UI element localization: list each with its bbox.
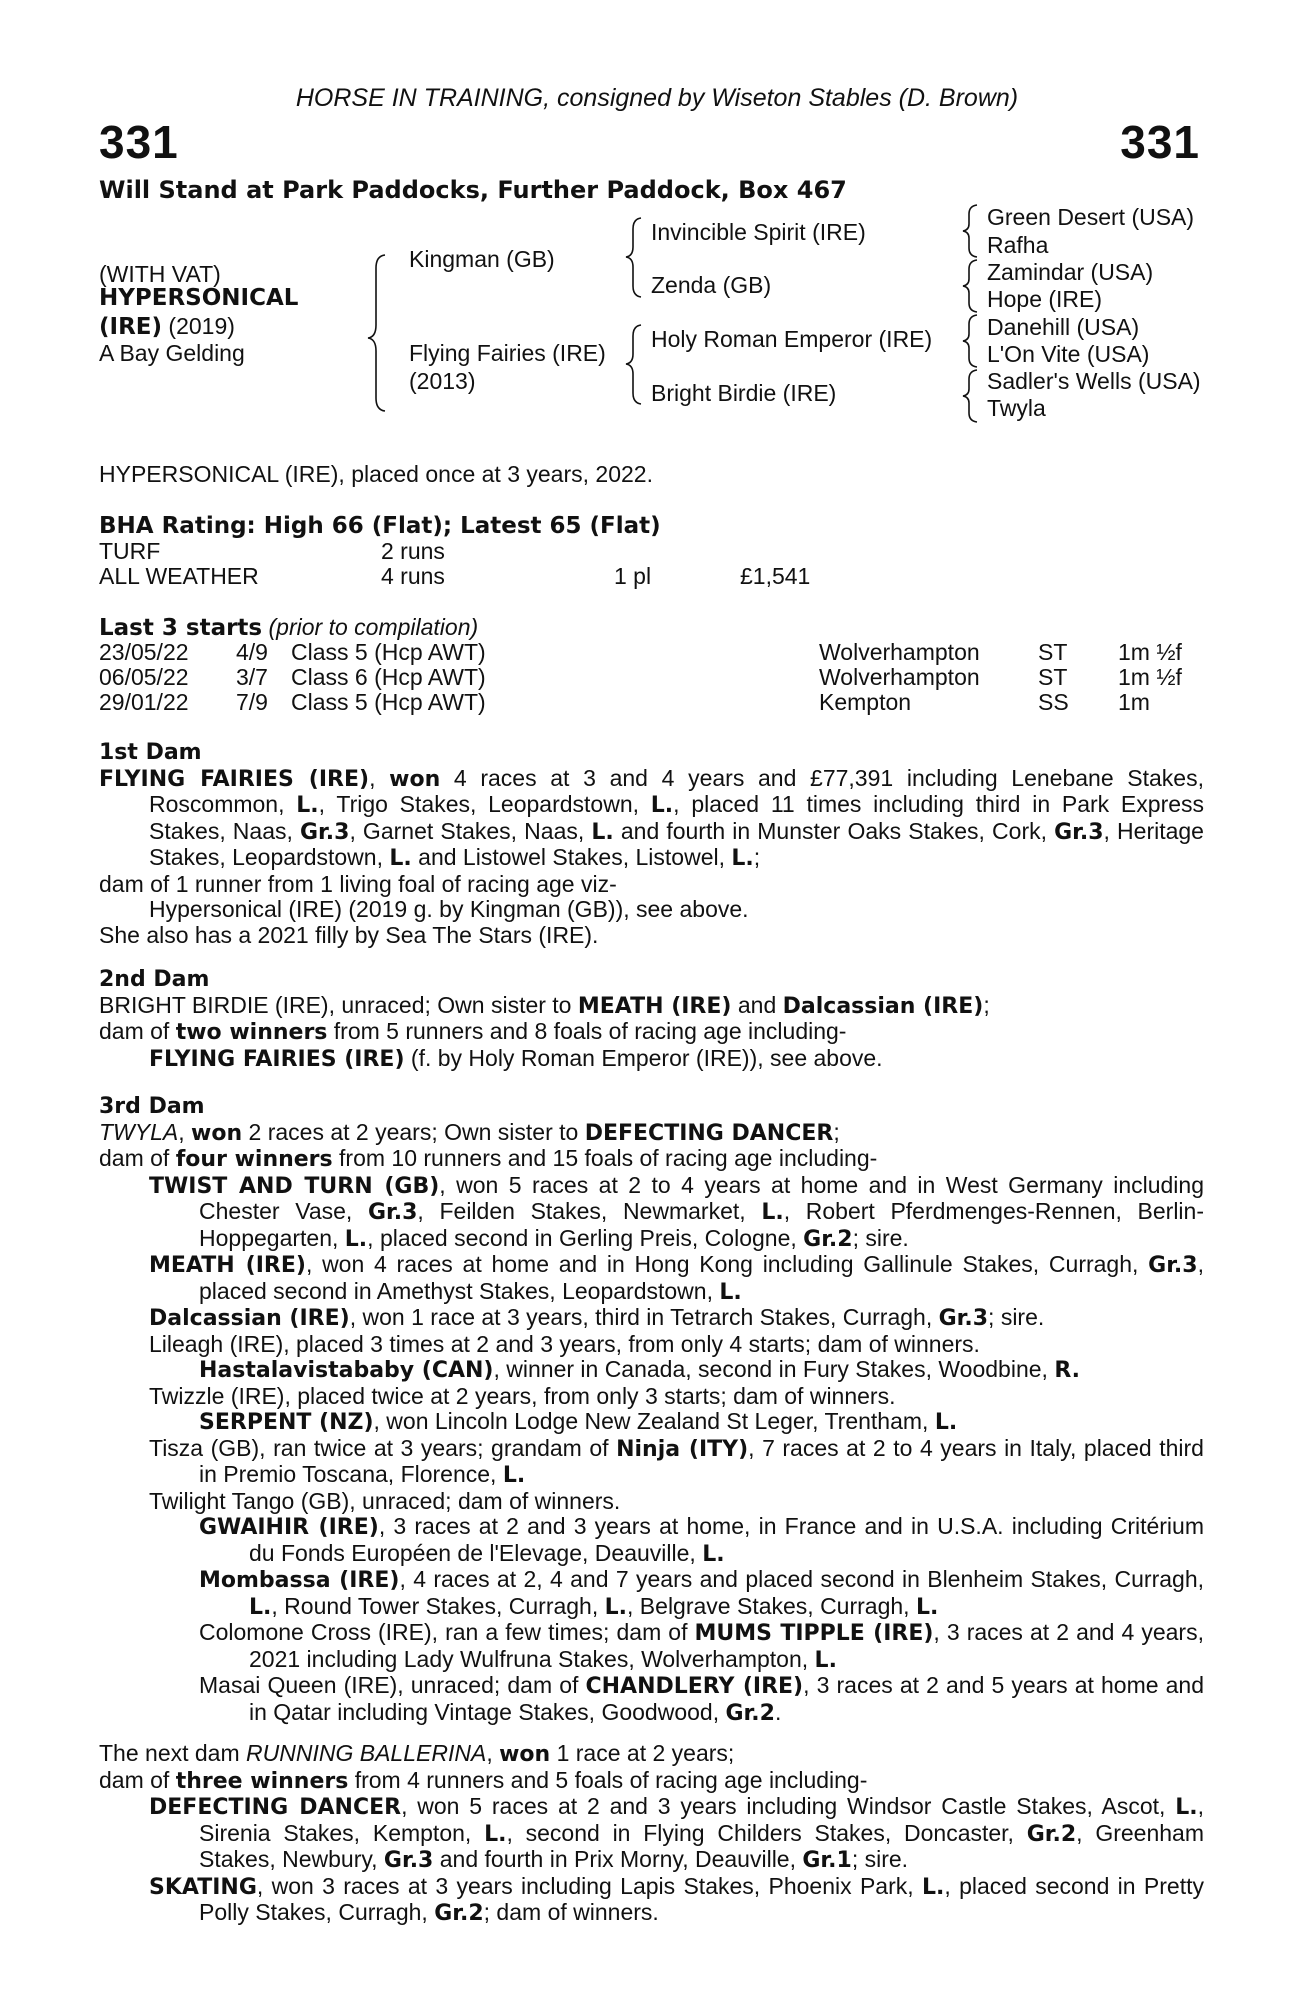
record-text: , 3 races at 2 and 5 years at home and in Qatar including Vintage Stakes, Goodwood,	[249, 1672, 1205, 1725]
record-text: (f. by Holy Roman Emperor (IRE)), see above.	[404, 1044, 883, 1071]
record-text: and fourth in Prix Morny, Deauville,	[433, 1846, 803, 1872]
start-date: 29/01/22	[99, 689, 189, 715]
pedigree-dam-year: (2013)	[409, 368, 476, 394]
produce-name: Mombassa (IRE)	[199, 1568, 400, 1593]
third-dam-section	[99, 1094, 1204, 1726]
start-going: ST	[1038, 639, 1068, 665]
pedigree-g5: Danehill (USA)	[987, 314, 1140, 340]
record-text: , placed 11 times including third in Park Express Stakes, Naas,	[149, 791, 1205, 844]
first-dam-produce-count: dam of 1 runner from 1 living foal of racing age viz-	[99, 870, 617, 897]
listed-mark: L.	[915, 1594, 939, 1620]
record-text: , 4 races at 2, 4 and 7 years and placed second in Blenheim Stakes, Curragh,	[399, 1566, 1204, 1592]
first-dam-produce: Hypersonical (IRE) (2019 g. by Kingman (GB)), see above.	[149, 896, 749, 922]
record-text: ; sire.	[852, 1224, 909, 1251]
pedigree-g2: Rafha	[987, 232, 1049, 258]
won-keyword: won	[191, 1120, 243, 1146]
record-text: and	[731, 991, 783, 1018]
record-text: BRIGHT BIRDIE (IRE), unraced; Own sister to	[99, 991, 578, 1018]
group-mark: Gr.3	[1054, 819, 1104, 845]
second-dam-record	[99, 993, 1204, 1020]
record-text: , won 3 races at 3 years including Lapis Stakes, Phoenix Park,	[256, 1872, 922, 1899]
record-text: , won Lincoln Lodge New Zealand St Leger, Trentham,	[373, 1408, 935, 1434]
grandproduce-entry	[99, 1567, 1204, 1620]
record-text: The next dam	[99, 1740, 247, 1766]
last-starts-heading	[99, 614, 478, 641]
listed-mark: L.	[389, 846, 412, 871]
listed-mark: L.	[702, 1541, 725, 1567]
start-class: Class 5 (Hcp AWT)	[291, 689, 486, 715]
horse-description: A Bay Gelding	[99, 340, 245, 366]
record-text: , winner in Canada, second in Fury Stakes, Woodbine,	[493, 1356, 1055, 1382]
winners-count: three winners	[175, 1768, 349, 1794]
pedigree-g7: Sadler's Wells (USA)	[987, 368, 1201, 394]
record-text: from 10 runners and 15 foals of racing age including-	[332, 1145, 878, 1171]
grandproduce-entry	[99, 1673, 1204, 1726]
record-text: 2 races at 2 years; Own sister to	[242, 1118, 585, 1145]
record-text: , Robert Pferdmenges-Rennen, Berlin-Hoppegarten,	[199, 1198, 1204, 1251]
lot-number-left: 331	[99, 116, 179, 168]
produce-name: DEFECTING DANCER	[149, 1795, 402, 1820]
record-text: from 4 runners and 5 foals of racing age including-	[348, 1766, 868, 1793]
winners-count: two winners	[175, 1020, 328, 1045]
record-text: and Listowel Stakes, Listowel,	[411, 844, 732, 870]
record-text: , Garnet Stakes, Naas,	[349, 817, 592, 844]
group-mark: Gr.2	[1026, 1821, 1077, 1847]
aw-placed: 1 pl	[614, 563, 652, 589]
record-text: , Belgrave Stakes, Curragh,	[627, 1592, 916, 1619]
produce-name: GWAIHIR (IRE)	[199, 1515, 379, 1540]
won-keyword: won	[499, 1742, 551, 1767]
listed-mark: L.	[344, 1226, 368, 1252]
group-mark: Gr.2	[434, 1901, 484, 1926]
start-date: 06/05/22	[99, 664, 189, 690]
produce-name: TWIST AND TURN (GB)	[149, 1173, 440, 1199]
listed-mark: L.	[731, 846, 754, 871]
stand-location: Will Stand at Park Paddocks, Further Paddock, Box 467	[99, 176, 847, 204]
pedigree-dam: Flying Fairies (IRE)	[409, 340, 606, 366]
pedigree-sire: Kingman (GB)	[409, 246, 555, 272]
produce-name: MEATH (IRE)	[149, 1253, 306, 1278]
produce-name: SKATING	[149, 1874, 257, 1900]
start-distance: 1m ½f	[1118, 639, 1182, 665]
start-position: 7/9	[236, 689, 268, 715]
first-dam-name: FLYING FAIRIES (IRE)	[99, 766, 370, 792]
produce-name: Ninja (ITY)	[616, 1436, 749, 1462]
record-text: , Greenham Stakes, Newbury,	[199, 1819, 1204, 1872]
produce-entry: Lileagh (IRE), placed 3 times at 2 and 3 years, from only 4 starts; dam of winners.	[149, 1330, 980, 1357]
record-text: Colomone Cross (IRE), ran a few times; dam of	[199, 1619, 695, 1645]
group-mark: Gr.2	[803, 1226, 853, 1252]
first-dam-section	[99, 740, 1204, 948]
produce-name: CHANDLERY (IRE)	[585, 1674, 804, 1699]
record-text: , 3 races at 2 and 3 years at home, in France and in U.S.A. including Critérium du Fonds Européen de l'Elevage, Deauville,	[249, 1513, 1204, 1566]
next-dam-produce-count	[99, 1768, 1204, 1795]
bha-rating: BHA Rating: High 66 (Flat); Latest 65 (Flat)	[99, 513, 661, 539]
produce-entry: Twizzle (IRE), placed twice at 2 years, from only 3 starts; dam of winners.	[149, 1382, 896, 1409]
restricted-mark: R.	[1054, 1358, 1081, 1383]
record-text: .	[774, 1698, 782, 1725]
produce-name: Dalcassian (IRE)	[149, 1306, 350, 1331]
listed-mark: L.	[934, 1410, 958, 1435]
record-text: and fourth in Munster Oaks Stakes, Cork,	[613, 817, 1055, 844]
start-going: SS	[1038, 689, 1069, 715]
record-text: ;	[983, 991, 990, 1018]
produce-entry	[99, 1173, 1204, 1253]
next-dam-name: RUNNING BALLERINA	[246, 1740, 487, 1766]
pedigree-g6: L'On Vite (USA)	[987, 341, 1150, 367]
record-text: , 3 races at 2 and 4 years, 2021 including Lady Wulfruna Stakes, Wolverhampton,	[249, 1619, 1204, 1672]
second-dam-heading: 2nd Dam	[99, 967, 210, 992]
produce-entry	[99, 1794, 1204, 1874]
next-dam-record	[99, 1741, 1204, 1768]
career-summary: HYPERSONICAL (IRE), placed once at 3 years, 2022.	[99, 461, 653, 487]
group-mark: Gr.3	[367, 1200, 418, 1225]
record-text: dam of	[99, 1018, 176, 1044]
winners-count: four winners	[175, 1147, 333, 1172]
record-text: from 5 runners and 8 foals of racing age including-	[327, 1018, 847, 1044]
sibling-name: DEFECTING DANCER	[584, 1120, 834, 1146]
lot-number-right: 331	[1120, 116, 1200, 168]
pedigree-g4: Hope (IRE)	[987, 286, 1103, 312]
record-text: , won 5 races at 2 to 4 years at home and in West Germany including Chester Vase,	[199, 1171, 1204, 1224]
grandproduce-entry	[99, 1620, 1204, 1673]
produce-entry	[99, 1436, 1204, 1489]
turf-runs: 2 runs	[381, 538, 445, 564]
grandproduce-entry	[99, 1357, 1204, 1384]
record-text: Masai Queen (IRE), unraced; dam of	[199, 1672, 586, 1698]
horse-name: HYPERSONICAL	[99, 285, 299, 311]
listed-mark: L.	[591, 819, 614, 845]
horse-country: (IRE)	[99, 314, 163, 340]
record-text: , Sirenia Stakes, Kempton,	[199, 1793, 1204, 1846]
record-text: dam of	[99, 1145, 176, 1171]
group-mark: Gr.3	[938, 1306, 989, 1331]
listed-mark: L.	[502, 1463, 526, 1488]
pedigree-dam-sire: Holy Roman Emperor (IRE)	[651, 326, 933, 352]
sibling-name: MEATH (IRE)	[577, 993, 732, 1019]
listed-mark: L.	[296, 793, 319, 818]
produce-entry	[99, 1252, 1204, 1305]
first-dam-yearling: She also has a 2021 filly by Sea The Stars (IRE).	[99, 921, 599, 948]
start-class: Class 6 (Hcp AWT)	[291, 664, 486, 690]
record-text: 4 races at 3 and 4 years and £77,391 including Lenebane Stakes, Roscommon,	[149, 764, 1204, 817]
record-text: ;	[753, 844, 761, 870]
record-text: , second in Flying Childers Stakes, Doncaster,	[506, 1819, 1027, 1846]
record-text: , won 5 races at 2 and 3 years including Windsor Castle Stakes, Ascot,	[401, 1793, 1176, 1819]
record-text: 1 race at 2 years;	[550, 1740, 735, 1766]
second-dam-section	[99, 967, 1204, 1072]
listed-mark: L.	[1175, 1795, 1198, 1820]
produce-name: MUMS TIPPLE (IRE)	[694, 1621, 934, 1646]
group-mark: Gr.3	[1148, 1253, 1198, 1278]
pedigree-g8: Twyla	[987, 395, 1046, 421]
listed-mark: L.	[604, 1594, 628, 1620]
start-going: ST	[1038, 664, 1068, 690]
start-date: 23/05/22	[99, 639, 189, 665]
record-text: Tisza (GB), ran twice at 3 years; grandam of	[149, 1434, 617, 1461]
listed-mark: L.	[249, 1594, 272, 1620]
produce-entry: Twilight Tango (GB), unraced; dam of winners.	[149, 1487, 621, 1514]
last-starts-note: (prior to compilation)	[262, 614, 479, 640]
grandproduce-entry	[99, 1514, 1204, 1567]
first-dam-record: FLYING FAIRIES (IRE), won 4 races at 3 and 4 years and £77,391 including Lenebane Stakes, Roscommon, L., Trigo Stakes, Leopardstown, L., placed 11 times including third in Park Express Stakes, Naas, Gr.3, Garnet Stakes, Naas, L. and fourth in Munster Oaks Stakes, Cork, Gr.3, Heritage Stakes, Leopardstown, L. and Listowel Stakes, Listowel, L.;	[99, 764, 1205, 871]
third-dam-produce-count	[99, 1146, 1204, 1173]
record-text: , Heritage Stakes, Leopardstown,	[149, 817, 1204, 870]
start-course: Kempton	[819, 689, 912, 715]
record-text: , won 1 race at 3 years, third in Tetrarch Stakes, Curragh,	[349, 1304, 939, 1330]
start-class: Class 5 (Hcp AWT)	[291, 639, 486, 665]
record-text: , Round Tower Stakes, Curragh,	[271, 1592, 605, 1619]
group-mark: Gr.3	[383, 1848, 434, 1873]
record-text: , placed second in Pretty Polly Stakes, Curragh,	[199, 1872, 1204, 1925]
start-distance: 1m	[1118, 689, 1150, 715]
record-text: , placed second in Amethyst Stakes, Leopardstown,	[199, 1251, 1204, 1304]
listed-mark: L.	[814, 1647, 837, 1673]
listed-mark: L.	[484, 1821, 507, 1847]
record-text: ;	[833, 1118, 840, 1145]
pedigree-dam-dam: Bright Birdie (IRE)	[651, 380, 837, 406]
start-position: 4/9	[236, 639, 268, 665]
second-dam-produce	[99, 1046, 1204, 1073]
group-mark: Gr.2	[725, 1700, 775, 1726]
aw-label: ALL WEATHER	[99, 563, 259, 589]
last-starts-title: Last 3 starts	[99, 615, 263, 641]
turf-label: TURF	[99, 538, 161, 564]
record-text: ; dam of winners.	[483, 1899, 659, 1925]
produce-name: SERPENT (NZ)	[199, 1410, 374, 1435]
record-text: ,	[178, 1118, 192, 1145]
produce-entry	[99, 1874, 1204, 1927]
listed-mark: L.	[921, 1874, 945, 1900]
grandproduce-entry	[99, 1409, 1204, 1436]
pedigree-g1: Green Desert (USA)	[987, 204, 1195, 230]
produce-name: FLYING FAIRIES (IRE)	[149, 1046, 405, 1072]
produce-entry	[99, 1305, 1204, 1332]
pedigree-g3: Zamindar (USA)	[987, 259, 1154, 285]
consignment-header: HORSE IN TRAINING, consigned by Wiseton Stables (D. Brown)	[295, 84, 1019, 112]
aw-prize: £1,541	[740, 563, 811, 589]
record-text: , won 4 races at home and in Hong Kong including Gallinule Stakes, Curragh,	[305, 1251, 1149, 1277]
record-text: , Trigo Stakes, Leopardstown,	[318, 791, 651, 817]
record-text: , Feilden Stakes, Newmarket,	[417, 1198, 762, 1224]
record-text: ; sire.	[851, 1846, 909, 1872]
pedigree-sire-sire: Invincible Spirit (IRE)	[651, 219, 866, 245]
first-dam-heading: 1st Dam	[99, 740, 202, 765]
listed-mark: L.	[719, 1279, 742, 1305]
listed-mark: L.	[761, 1200, 784, 1225]
record-text: dam of	[99, 1766, 176, 1793]
listed-mark: L.	[650, 793, 674, 818]
sibling-name: Dalcassian (IRE)	[782, 993, 984, 1019]
produce-name: Hastalavistababy (CAN)	[199, 1358, 494, 1383]
second-dam-produce-count	[99, 1019, 1204, 1046]
third-dam-heading: 3rd Dam	[99, 1094, 205, 1119]
start-course: Wolverhampton	[819, 664, 980, 690]
third-dam-record	[99, 1120, 1204, 1147]
start-position: 3/7	[236, 664, 268, 690]
record-text: ,	[486, 1740, 500, 1766]
pedigree-sire-dam: Zenda (GB)	[651, 272, 772, 298]
start-course: Wolverhampton	[819, 639, 980, 665]
won-keyword: won	[389, 766, 441, 792]
third-dam-name: TWYLA	[99, 1118, 179, 1145]
record-text: ; sire.	[988, 1304, 1045, 1330]
record-text: , 7 races at 2 to 4 years in Italy, placed third in Premio Toscana, Florence,	[199, 1434, 1204, 1487]
vat-note: (WITH VAT)	[99, 261, 221, 287]
start-distance: 1m ½f	[1118, 664, 1182, 690]
group-mark: Gr.3	[300, 819, 350, 845]
next-dam-section	[99, 1741, 1204, 1927]
aw-runs: 4 runs	[381, 563, 445, 589]
horse-year: (2019)	[162, 313, 235, 339]
record-text: , placed second in Gerling Preis, Cologne,	[367, 1224, 804, 1251]
group-mark: Gr.1	[802, 1848, 852, 1873]
